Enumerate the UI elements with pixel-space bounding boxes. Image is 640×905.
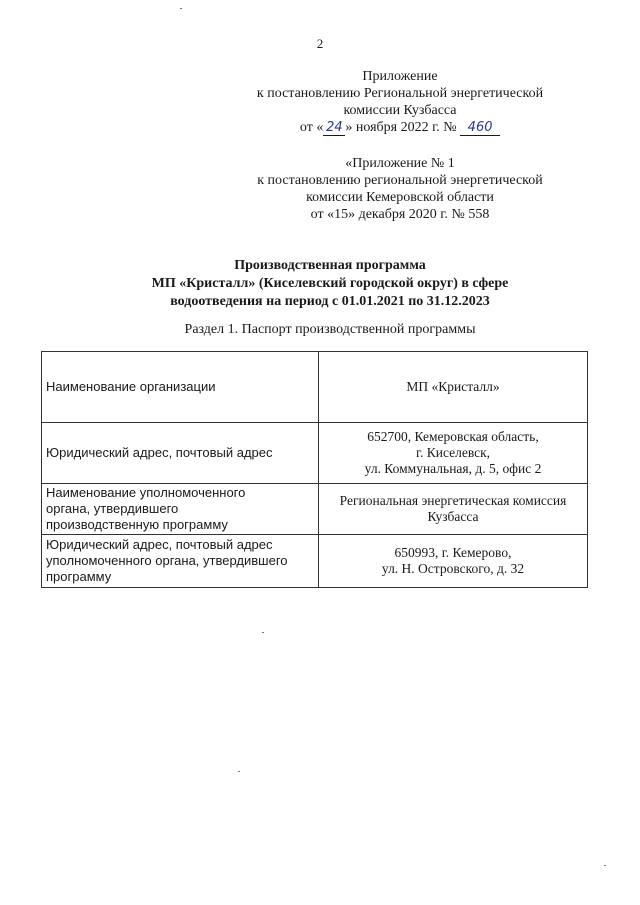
original-appendix-line-3: комиссии Кемеровской области [306, 190, 494, 205]
scan-speck [180, 8, 182, 9]
table-row [42, 352, 588, 423]
cell-text: программу [46, 569, 112, 584]
cell-text: органа, утвердившего [46, 501, 179, 516]
table-cell-value [319, 484, 588, 535]
table-cell-label [42, 352, 319, 423]
table-cell-value [319, 423, 588, 484]
scan-speck [238, 771, 240, 772]
cell-text: Наименование уполномоченного [46, 485, 246, 500]
handwritten-number: 460 [460, 121, 500, 136]
passport-table [41, 351, 588, 588]
page-number: 2 [316, 36, 324, 51]
program-title-line-3: водоотведения на период с 01.01.2021 по 31.12.2023 [170, 294, 490, 309]
appendix-date-middle: » ноября 2022 г. № [345, 120, 457, 135]
cell-text: уполномоченного органа, утвердившего [46, 553, 288, 568]
handwritten-day: 24 [323, 121, 345, 136]
table-row [42, 423, 588, 484]
cell-text: МП «Кристалл» [406, 379, 500, 394]
cell-text: 650993, г. Кемерово, [394, 545, 512, 560]
cell-text: 652700, Кемеровская область, [367, 429, 539, 444]
scan-speck [604, 865, 606, 866]
appendix-line-2: к постановлению Региональной энергетической [256, 86, 544, 101]
cell-text: г. Киселевск, [415, 445, 491, 460]
appendix-header [240, 68, 560, 136]
cell-text: Региональная энергетическая комиссия [339, 493, 567, 508]
original-appendix-title: «Приложение № 1 [345, 156, 455, 171]
cell-text: ул. Н. Островского, д. 32 [381, 561, 525, 576]
cell-text: Наименование организации [46, 379, 216, 394]
program-title-line-2: МП «Кристалл» (Киселевский городской округ) в сфере [151, 276, 509, 291]
section-title: Раздел 1. Паспорт производственной программы [184, 322, 476, 337]
program-title [0, 257, 640, 311]
cell-text: ул. Коммунальная, д. 5, офис 2 [364, 461, 542, 476]
table-cell-label [42, 484, 319, 535]
table-cell-label [42, 423, 319, 484]
cell-text: Юридический адрес, почтовый адрес [46, 537, 273, 552]
appendix-title: Приложение [362, 69, 438, 84]
original-appendix-header [240, 155, 560, 223]
appendix-date-line [240, 119, 560, 136]
cell-text: Кузбасса [427, 509, 479, 524]
table-cell-label [42, 535, 319, 588]
cell-text: производственную программу [46, 517, 228, 532]
table-row [42, 535, 588, 588]
cell-text: Юридический адрес, почтовый адрес [46, 445, 273, 460]
program-title-line-1: Производственная программа [234, 258, 426, 273]
table-cell-value [319, 352, 588, 423]
table-row [42, 484, 588, 535]
scan-speck [262, 632, 264, 633]
original-appendix-date: от «15» декабря 2020 г. № 558 [310, 207, 490, 222]
appendix-line-3: комиссии Кузбасса [343, 103, 457, 118]
table-cell-value [319, 535, 588, 588]
original-appendix-line-2: к постановлению региональной энергетической [257, 173, 543, 188]
appendix-date-prefix: от « [299, 120, 324, 135]
